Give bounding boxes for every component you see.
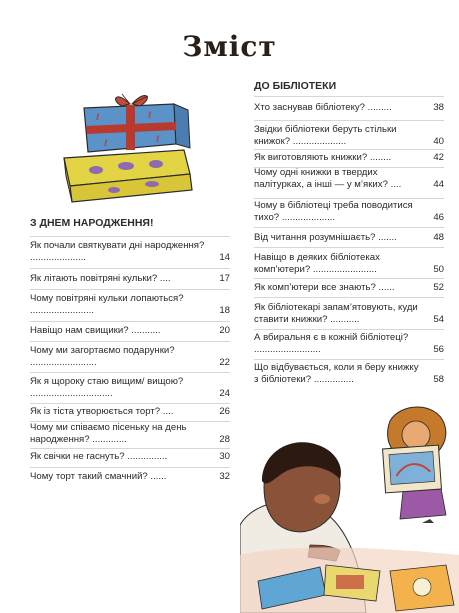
picture-book bbox=[390, 565, 454, 611]
toc-item[interactable]: Як свічки не гаснуть? ............... 30 bbox=[30, 451, 230, 462]
toc-divider bbox=[254, 149, 444, 150]
toc-divider bbox=[30, 448, 230, 449]
toc-item[interactable]: Навіщо нам свищики? ........... 20 bbox=[30, 325, 230, 336]
toc-item[interactable]: А вбиральня є в кожній бібліотеці? ......................... 56 bbox=[254, 332, 444, 355]
toc-divider bbox=[254, 120, 444, 121]
toc-item[interactable]: Чому торт такий смачний? ...... 32 bbox=[30, 471, 230, 482]
toc-divider bbox=[254, 96, 444, 97]
toc-divider bbox=[254, 278, 444, 279]
library-children-illustration bbox=[240, 395, 459, 613]
toc-list-birthday bbox=[30, 236, 230, 486]
svg-text:ℓ: ℓ bbox=[96, 113, 100, 123]
toc-divider bbox=[30, 321, 230, 322]
toc-item[interactable]: Чому одні книжки в твердих палітурках, а інші — у м’яких? .... 44 bbox=[254, 167, 444, 190]
toc-item[interactable]: Чому в бібліотеці треба поводитися тихо? .................... 46 bbox=[254, 200, 444, 223]
yellow-gift bbox=[64, 150, 192, 202]
toc-divider bbox=[30, 268, 230, 269]
toc-divider bbox=[30, 467, 230, 468]
toc-list-library bbox=[254, 96, 444, 396]
svg-text:ℓ: ℓ bbox=[156, 135, 160, 145]
section-heading-library: ДО БІБЛІОТЕКИ bbox=[254, 80, 337, 92]
toc-item[interactable]: Як літають повітряні кульки? .... 17 bbox=[30, 273, 230, 284]
ribbon-bow-icon bbox=[116, 94, 148, 106]
toc-divider bbox=[254, 198, 444, 199]
toc-item[interactable]: Як комп’ютери все знають? ...... 52 bbox=[254, 282, 444, 293]
section-heading-birthday: З ДНЕМ НАРОДЖЕННЯ! bbox=[30, 217, 154, 229]
toc-item[interactable]: Чому повітряні кульки лопаються? ........................ 18 bbox=[30, 293, 230, 316]
toc-item[interactable]: Хто заснував бібліотеку? ......... 38 bbox=[254, 102, 444, 113]
toc-divider bbox=[30, 289, 230, 290]
girl-reading-figure bbox=[383, 407, 446, 523]
toc-divider bbox=[30, 372, 230, 373]
toc-item[interactable]: Як почали святкувати дні народження? ..................... 14 bbox=[30, 240, 230, 263]
toc-divider bbox=[30, 341, 230, 342]
toc-divider bbox=[30, 403, 230, 404]
toc-divider bbox=[254, 329, 444, 330]
toc-item[interactable]: Навіщо в деяких бібліотеках комп’ютери? ........................ 50 bbox=[254, 252, 444, 275]
toc-item[interactable]: Як я щороку стаю вищим/ вищою? ............................... 24 bbox=[30, 376, 230, 399]
toc-item[interactable]: Звідки бібліотеки беруть стільки книжок? .................... 40 bbox=[254, 124, 444, 147]
gift-boxes-illustration bbox=[56, 86, 216, 206]
toc-divider bbox=[254, 227, 444, 228]
svg-text:ℓ: ℓ bbox=[104, 139, 108, 149]
page-title: Зміст bbox=[182, 30, 277, 63]
toc-divider bbox=[254, 359, 444, 360]
toc-item[interactable]: Чому ми співаємо пісеньку на день народження? ............. 28 bbox=[30, 422, 230, 445]
toc-divider bbox=[254, 297, 444, 298]
svg-text:ℓ: ℓ bbox=[148, 111, 152, 121]
toc-item[interactable]: Як виготовляють книжки? ........ 42 bbox=[254, 152, 444, 163]
toc-divider bbox=[254, 247, 444, 248]
toc-item[interactable]: Чому ми загортаємо подарунки? ......................... 22 bbox=[30, 345, 230, 368]
blue-gift bbox=[84, 104, 190, 152]
toc-divider bbox=[30, 236, 230, 237]
toc-item[interactable]: Від читання розумнішаєть? ....... 48 bbox=[254, 232, 444, 243]
toc-item[interactable]: Що відбувається, коли я беру книжку з бібліотеки? ............... 58 bbox=[254, 362, 444, 385]
toc-item[interactable]: Як із тіста утворюється торт? .... 26 bbox=[30, 406, 230, 417]
toc-item[interactable]: Як бібліотекарі запам’ятовують, куди ставити книжки? ........... 54 bbox=[254, 302, 444, 325]
